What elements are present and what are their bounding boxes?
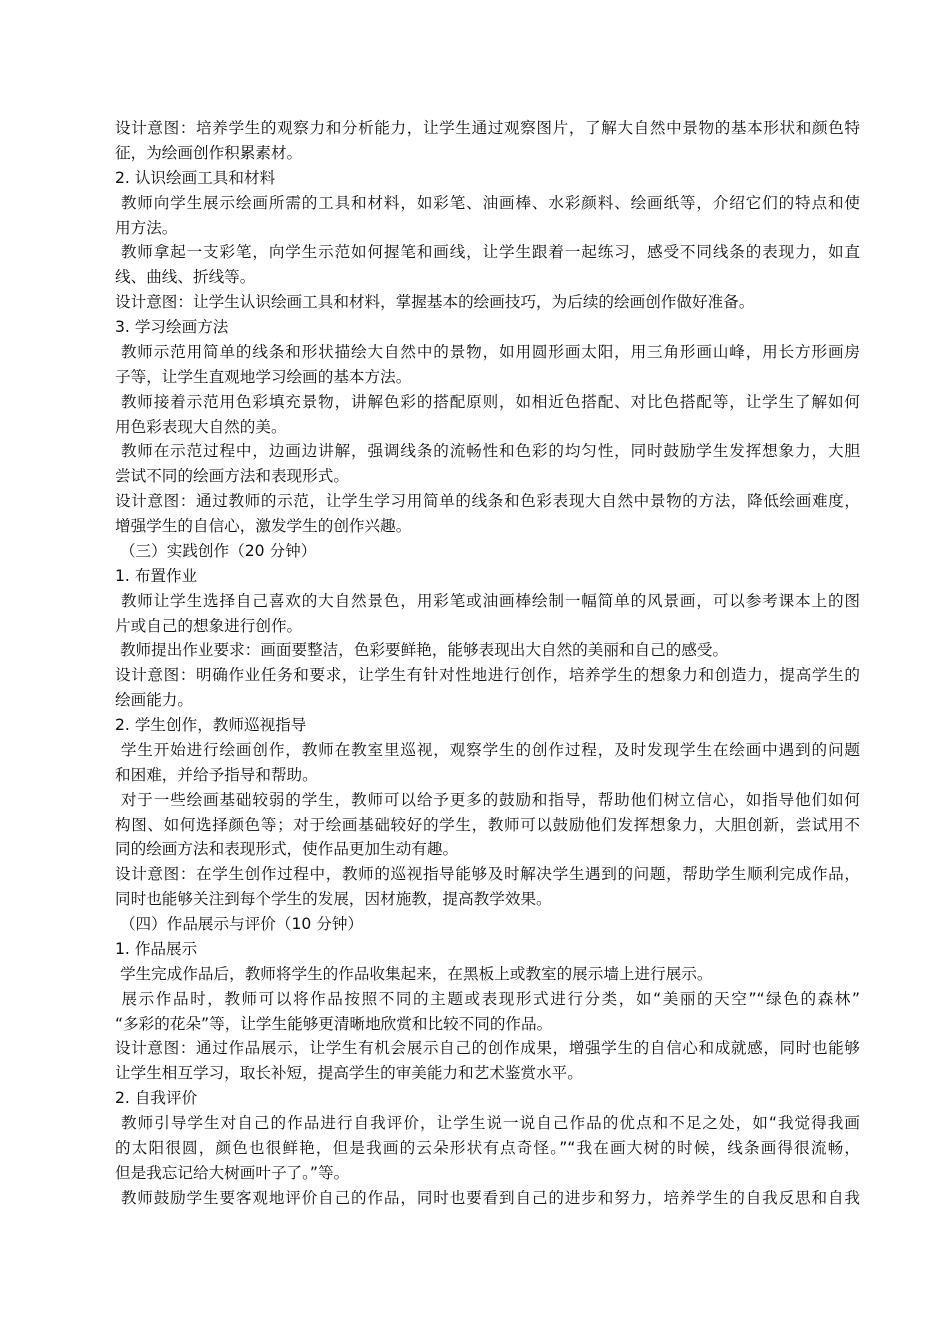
text-line: 教师引导学生对自己的作品进行自我评价，让学生说一说自己作品的优点和不足之处，如“我觉得我画 bbox=[115, 1114, 860, 1132]
document-body bbox=[115, 116, 860, 1211]
text-line: 教师鼓励学生要客观地评价自己的作品，同时也要看到自己的进步和努力，培养学生的自我反思和自我 bbox=[115, 1188, 860, 1207]
text-line: 教师接着示范用色彩填充景物，讲解色彩的搭配原则，如相近色搭配、对比色搭配等，让学生了解如何 bbox=[115, 392, 860, 411]
text-line: 设计意图：培养学生的观察力和分析能力，让学生通过观察图片，了解大自然中景物的基本形状和颜色特 bbox=[115, 119, 860, 137]
text-line: 的太阳很圆，颜色也很鲜艳，但是我画的云朵形状有点奇怪。”“我在画大树的时候，线条画得很流畅， bbox=[115, 1138, 860, 1157]
text-line: 教师向学生展示绘画所需的工具和材料，如彩笔、油画棒、水彩颜料、绘画纸等，介绍它们的特点和使 bbox=[115, 193, 860, 212]
text-line: 3. 学习绘画方法 bbox=[115, 318, 229, 336]
text-line: 用方法。 bbox=[115, 218, 178, 237]
text-line: 教师示范用简单的线条和形状描绘大自然中的景物，如用圆形画太阳，用三角形画山峰，用长方形画房 bbox=[115, 342, 860, 361]
text-line: 1. 布置作业 bbox=[115, 566, 198, 585]
text-line: 让学生相互学习，取长补短，提高学生的审美能力和艺术鉴赏水平。 bbox=[115, 1064, 583, 1083]
text-line: 征，为绘画创作积累素材。 bbox=[115, 143, 303, 162]
text-line: 教师在示范过程中，边画边讲解，强调线条的流畅性和色彩的均匀性，同时鼓励学生发挥想象力，大胆 bbox=[115, 442, 860, 461]
text-line: 设计意图：明确作业任务和要求，让学生有针对性地进行创作，培养学生的想象力和创造力，提高学生的 bbox=[115, 666, 860, 685]
text-line: 设计意图：通过作品展示，让学生有机会展示自己的创作成果，增强学生的自信心和成就感，同时也能够 bbox=[115, 1039, 860, 1058]
text-line: 学生完成作品后，教师将学生的作品收集起来，在黑板上或教室的展示墙上进行展示。 bbox=[115, 964, 713, 983]
text-line: 但是我忘记给大树画叶子了。”等。 bbox=[115, 1163, 350, 1182]
text-line: 尝试不同的绘画方法和表现形式。 bbox=[115, 467, 349, 486]
text-line: 和困难，并给予指导和帮助。 bbox=[115, 765, 318, 784]
text-line: 同的绘画方法和表现形式，使作品更加生动有趣。 bbox=[115, 840, 459, 859]
text-line: 片或自己的想象进行创作。 bbox=[115, 616, 303, 635]
text-line: 1. 作品展示 bbox=[115, 939, 198, 958]
text-line: 设计意图：让学生认识绘画工具和材料，掌握基本的绘画技巧，为后续的绘画创作做好准备。 bbox=[115, 293, 755, 312]
text-line: 设计意图：通过教师的示范，让学生学习用简单的线条和色彩表现大自然中景物的方法，降低绘画难度， bbox=[115, 492, 860, 511]
text-line: 教师提出作业要求：画面要整洁，色彩要鲜艳，能够表现出大自然的美丽和自己的感受。 bbox=[115, 641, 729, 660]
text-line: 学生开始进行绘画创作，教师在教室里巡视，观察学生的创作过程，及时发现学生在绘画中遇到的问题 bbox=[115, 740, 860, 759]
text-line: 2. 认识绘画工具和材料 bbox=[115, 168, 276, 187]
text-line: 教师拿起一支彩笔，向学生示范如何握笔和画线，让学生跟着一起练习，感受不同线条的表现力，如直 bbox=[115, 243, 860, 262]
text-line: 2. 学生创作，教师巡视指导 bbox=[115, 716, 307, 734]
text-line: “多彩的花朵”等，让学生能够更清晰地欣赏和比较不同的作品。 bbox=[115, 1014, 553, 1033]
text-line: 同时也能够关注到每个学生的发展，因材施教，提高教学效果。 bbox=[115, 890, 552, 909]
text-line: 子等，让学生直观地学习绘画的基本方法。 bbox=[115, 367, 412, 386]
text-line: （三）实践创作（20 分钟） bbox=[115, 541, 317, 560]
text-line: 展示作品时，教师可以将作品按照不同的主题或表现形式进行分类，如“美丽的天空”“绿色的森林” bbox=[115, 989, 860, 1008]
text-line: 构图、如何选择颜色等；对于绘画基础较好的学生，教师可以鼓励他们发挥想象力，大胆创新，尝试用不 bbox=[115, 815, 860, 834]
text-line: 设计意图：在学生创作过程中，教师的巡视指导能够及时解决学生遇到的问题，帮助学生顺利完成作品， bbox=[115, 865, 860, 884]
text-line: 增强学生的自信心，激发学生的创作兴趣。 bbox=[115, 517, 412, 535]
text-line: 绘画能力。 bbox=[115, 691, 193, 710]
text-line: 对于一些绘画基础较弱的学生，教师可以给予更多的鼓励和指导，帮助他们树立信心，如指导他们如何 bbox=[115, 790, 860, 809]
text-line: 2. 自我评价 bbox=[115, 1089, 198, 1108]
text-line: 用色彩表现大自然的美。 bbox=[115, 417, 287, 436]
text-line: 线、曲线、折线等。 bbox=[115, 268, 256, 287]
text-line: 教师让学生选择自己喜欢的大自然景色，用彩笔或油画棒绘制一幅简单的风景画，可以参考课本上的图 bbox=[115, 591, 860, 610]
text-line: （四）作品展示与评价（10 分钟） bbox=[115, 915, 364, 933]
